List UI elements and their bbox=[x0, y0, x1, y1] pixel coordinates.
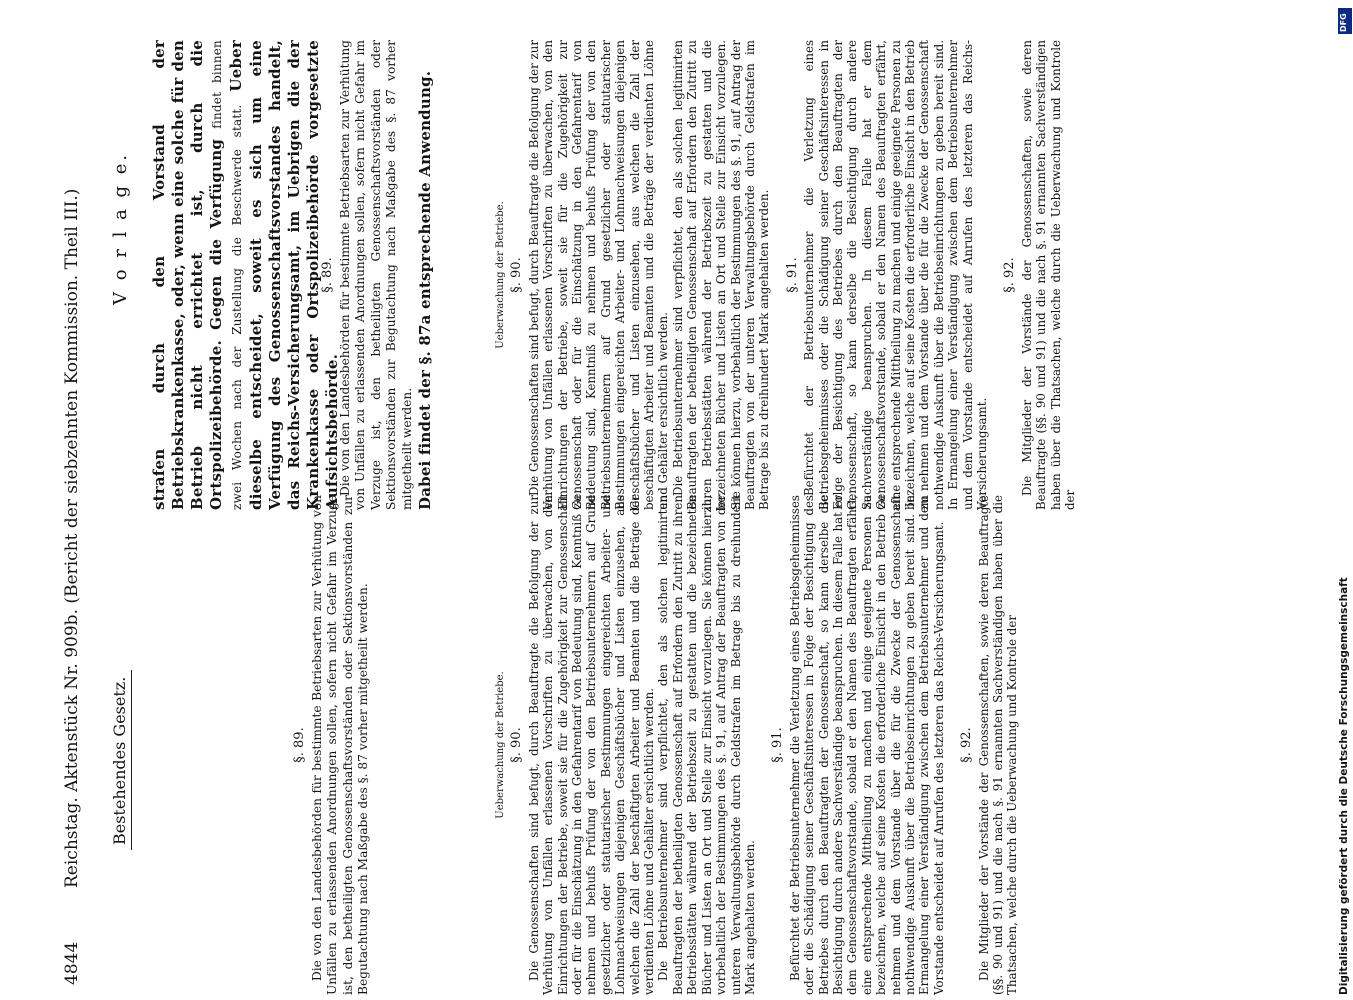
dfg-logo: DFG bbox=[1338, 8, 1352, 34]
right-section-90-p1: Die Genossenschaften sind befugt, durch Beauftragte die Befolgung der zur Verhütung von Unfällen erlassenen Vorschriften zu überwachen, von den Einrichtungen der Betriebe, soweit sie für die Zugehörigkeit zur Genossenschaft oder für die Einschätzung in den Gefahrentarif von Bedeutung sind, Kenntniß zu nehmen und behufs Prüfung der von den Betriebsunternehmern auf Grund gesetzlicher oder statutarischer Bestimmungen eingereichten Arbeiter- und Lohnnachweisungen diejenigen Geschäftsbücher und Listen einzusehen, aus welchen die Zahl der beschäftigten Arbeiter und Beamten und die Beträge der verdienten Löhne und Gehälter ersichtlich werden. bbox=[526, 40, 671, 510]
left-section-92-title: §. 92. bbox=[959, 727, 975, 763]
left-section-92-text: Die Mitglieder der Vorstände der Genossenschaften, sowie deren Beauftragte (§§. 90 und 91) und die nach §. 91 ernannten Sachverständigen haben über die Thatsachen, welche durch die Ueberwachung und Kontrole der bbox=[976, 495, 1020, 995]
left-section-89-text: Die von den Landesbehörden für bestimmte Betriebsarten zur Verhütung von Unfällen zu erlassenden Anordnungen sollen, sofern nicht Gefahr im Verzuge ist, den betheiligten Genossenschaftsvorständen oder Sektionsvorständen zur Begutachtung nach Maßgabe des §. 87 vorher mitgetheilt werden. bbox=[309, 495, 371, 995]
left-section-90-p1: Die Genossenschaften sind befugt, durch Beauftragte die Befolgung der zur Verhütung von Unfällen erlassenen Vorschriften zu überwachen, von den Einrichtungen der Betriebe, soweit sie für die Zugehörigkeit zur Genossenschaft oder für die Einschätzung in den Gefahrentarif von Bedeutung sind, Kenntniß zu nehmen und behufs Prüfung der von den Betriebsunternehmern auf Grund gesetzlicher oder statutarischer Bestimmungen eingereichten Arbeiter- und Lohnnachweisungen diejenigen Geschäftsbücher und Listen einzusehen, aus welchen die Zahl der beschäftigten Arbeiter und Beamten und die Beträge der verdienten Löhne und Gehälter ersichtlich werden. bbox=[526, 495, 657, 995]
right-section-89-title: §. 89. bbox=[320, 257, 335, 293]
right-section-91-text: Befürchtet der Betriebsunternehmer die Verletzung eines Betriebsgeheimnisses oder die Schädigung seiner Geschäftsinteressen in Folge der Besichtigung des Betriebes durch den Beauftragten der Genossenschaft, so kann derselbe die Besichtigung durch andere Sachverständige beanspruchen. In diesem Falle hat er dem Genossenschaftsvorstande, sobald er den Namen des Beauftragten erfährt, eine entsprechende Mittheilung zu machen und einige geeignete Personen zu bezeichnen, welche auf seine Kosten die erforderliche Einsicht in den Betrieb zu nehmen und dem Vorstande über die für die Zwecke der Genossenschaft nothwendige Auskunft über die Betriebseinrichtungen zu geben bereit sind. In Ermangelung einer Verständigung zwischen dem Betriebsunternehmer und dem Vorstande entscheidet auf Anrufen des letzteren das Reichs-Versicherungsamt. bbox=[802, 40, 989, 510]
right-section-92-title: §. 92. bbox=[1002, 257, 1018, 293]
right-section-90-title: §. 90. bbox=[509, 257, 525, 293]
left-column bbox=[290, 495, 372, 995]
left-section-91-title: §. 91. bbox=[770, 727, 786, 763]
right-section-92-text: Die Mitglieder der Vorstände der Genossenschaften, sowie deren Beauftragte (§§. 90 und 91) und die nach §. 91 ernannten Sachverständigen haben über die Thatsachen, welche durch die Ueberwachung und Kontrole der bbox=[1019, 40, 1078, 510]
right-column-lower bbox=[490, 40, 1077, 510]
right-section-91-title: §. 91. bbox=[784, 257, 800, 293]
running-header: Reichstag. Aktenstück Nr. 909b. (Bericht der siebzehnten Kommission. Theil III.) bbox=[62, 188, 82, 888]
right-section-90-p2: Die Betriebsunternehmer sind verpflichtet, den als solchen legitimirten Beauftragten der betheiligten Genossenschaft auf Erfordern den Zutritt zu ihren Betriebsstätten während der Betriebszeit zu gestatten und die bezeichneten Bücher und Listen an Ort und Stelle zur Einsicht vorzulegen. Sie können hierzu, vorbehaltlich der Bestimmungen des §. 91, auf Antrag der Beauftragten von der unteren Verwaltungsbehörde durch Geldstrafen im Betrage bis zu dreihundert Mark angehalten werden. bbox=[670, 40, 772, 510]
right-column-heading: V o r l a g e. bbox=[110, 151, 131, 305]
vorlage-intro-normal: findet binnen zwei Wochen nach der Zustellung die Beschwerde statt. bbox=[210, 40, 244, 510]
right-section-89-addition: Dabei findet der §. 87a entsprechende Anwendung. bbox=[415, 70, 434, 510]
right-section-89-text: Die von den Landesbehörden für bestimmte Betriebsarten zur Verhütung von Unfällen zu erlassenden Anordnungen sollen, sofern nicht Gefahr im Verzuge ist, den betheiligten Genossenschaftsvorständen oder Sektionsvorständen zur Begutachtung nach Maßgabe des §. 87 vorher mitgetheilt werden. bbox=[337, 40, 414, 510]
right-column-89 bbox=[318, 40, 435, 510]
page-number: 4844 bbox=[62, 941, 82, 985]
left-column-heading: Bestehendes Gesetz. bbox=[110, 676, 129, 845]
vorlage-intro-bold2: Ueber dieselbe entscheidet, soweit es sich um eine Verfügung des Genossenschaftsvorstandes handelt, das Reichs-Versicherungsamt, im Uebrigen die der Krankenkasse oder Ortspolizeibehörde vorgesetzte Aufsichtsbehörde. bbox=[227, 40, 341, 510]
left-section-89-title: §. 89. bbox=[292, 727, 307, 763]
left-subheading: Ueberwachung der Betriebe. bbox=[495, 671, 506, 819]
left-column-lower bbox=[490, 495, 1020, 995]
vorlage-intro bbox=[150, 40, 342, 510]
left-section-91-text: Befürchtet der Betriebsunternehmer die Verletzung eines Betriebsgeheimnisses oder die Schädigung seiner Geschäftsinteressen in Folge der Besichtigung des Betriebes durch den Beauftragten der Genossenschaft, so kann derselbe die Besichtigung durch andere Sachverständige beanspruchen. In diesem Falle hat er dem Genossenschaftsvorstande, sobald er den Namen des Beauftragten erfährt, eine entsprechende Mittheilung zu machen und einige geeignete Personen zu bezeichnen, welche auf seine Kosten die erforderliche Einsicht in den Betrieb zu nehmen und dem Vorstande über die für die Zwecke der Genossenschaft nothwendige Auskunft über die Betriebseinrichtungen zu geben bereit sind. In Ermangelung einer Verständigung zwischen dem Betriebsunternehmer und dem Vorstande entscheidet auf Anrufen des letzteren das Reichs-Versicherungsamt. bbox=[787, 495, 946, 995]
right-subheading: Ueberwachung der Betriebe. bbox=[495, 201, 506, 349]
left-section-90-p2: Die Betriebsunternehmer sind verpflichtet, den als solchen legitimirten Beauftragten der betheiligten Genossenschaft auf Erfordern den Zutritt zu ihren Betriebsstätten während der Betriebszeit zu gestatten und die bezeichneten Bücher und Listen an Ort und Stelle zur Einsicht vorzulegen. Sie können hierzu, vorbehaltlich der Bestimmungen des §. 91, auf Antrag der Beauftragten von der unteren Verwaltungsbehörde durch Geldstrafen im Betrage bis zu dreihundert Mark angehalten werden. bbox=[656, 495, 757, 995]
vorlage-intro-bold: strafen durch den Vorstand der Betriebskrankenkasse, oder, wenn eine solche für den Betrieb nicht errichtet ist, durch die Ortspolizeibehörde. Gegen die Verfügung bbox=[150, 40, 225, 510]
digitization-note: Digitalisierung gefördert durch die Deutsche Forschungsgemeinschaft bbox=[1338, 577, 1350, 995]
heading-underline bbox=[131, 670, 132, 850]
left-section-90-title: §. 90. bbox=[509, 727, 525, 763]
